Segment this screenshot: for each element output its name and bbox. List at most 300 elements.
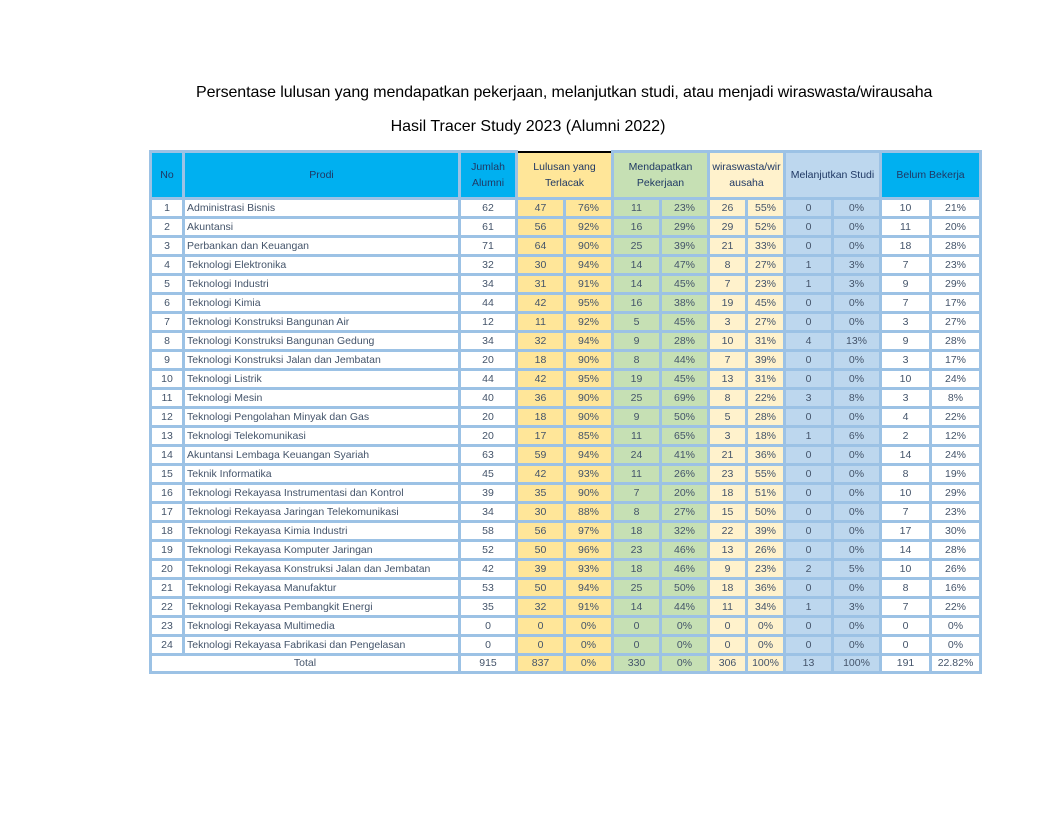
cell-belum-pct: 27% bbox=[931, 313, 981, 332]
cell-kerja: 11 bbox=[613, 465, 661, 484]
cell-prodi: Teknologi Rekayasa Jaringan Telekomunikasi bbox=[184, 503, 460, 522]
cell-studi-pct: 0% bbox=[833, 579, 881, 598]
cell-wira-pct: 0% bbox=[747, 636, 785, 655]
cell-prodi: Perbankan dan Keuangan bbox=[184, 237, 460, 256]
cell-wira-pct: 34% bbox=[747, 598, 785, 617]
cell-kerja: 23 bbox=[613, 541, 661, 560]
total-wira: 306 bbox=[709, 655, 747, 673]
cell-studi-pct: 13% bbox=[833, 332, 881, 351]
cell-studi: 0 bbox=[785, 199, 833, 218]
table-row bbox=[151, 427, 981, 446]
tracer-study-table bbox=[149, 150, 982, 674]
cell-terlacak-pct: 90% bbox=[565, 484, 613, 503]
header-mendapatkan-pekerjaan: Mendapatkan Pekerjaan bbox=[613, 152, 709, 199]
cell-belum: 3 bbox=[881, 351, 931, 370]
cell-prodi: Teknologi Rekayasa Multimedia bbox=[184, 617, 460, 636]
total-studi: 13 bbox=[785, 655, 833, 673]
table-row bbox=[151, 237, 981, 256]
cell-terlacak: 18 bbox=[517, 351, 565, 370]
cell-kerja: 8 bbox=[613, 351, 661, 370]
cell-terlacak-pct: 90% bbox=[565, 351, 613, 370]
cell-belum-pct: 16% bbox=[931, 579, 981, 598]
cell-wira-pct: 23% bbox=[747, 560, 785, 579]
cell-wira: 9 bbox=[709, 560, 747, 579]
cell-studi: 0 bbox=[785, 408, 833, 427]
cell-studi: 1 bbox=[785, 427, 833, 446]
header-wiraswasta: wiraswasta/wirausaha bbox=[709, 152, 785, 199]
cell-kerja: 16 bbox=[613, 294, 661, 313]
cell-kerja: 14 bbox=[613, 275, 661, 294]
cell-kerja: 11 bbox=[613, 427, 661, 446]
cell-kerja-pct: 32% bbox=[661, 522, 709, 541]
cell-no: 20 bbox=[151, 560, 184, 579]
cell-jumlah-alumni: 20 bbox=[460, 408, 517, 427]
cell-prodi: Teknologi Konstruksi Bangunan Air bbox=[184, 313, 460, 332]
cell-terlacak-pct: 0% bbox=[565, 617, 613, 636]
cell-wira-pct: 39% bbox=[747, 351, 785, 370]
cell-prodi: Teknologi Rekayasa Kimia Industri bbox=[184, 522, 460, 541]
cell-wira: 22 bbox=[709, 522, 747, 541]
cell-no: 11 bbox=[151, 389, 184, 408]
cell-studi-pct: 0% bbox=[833, 294, 881, 313]
cell-kerja-pct: 45% bbox=[661, 370, 709, 389]
cell-wira: 21 bbox=[709, 446, 747, 465]
cell-wira: 7 bbox=[709, 275, 747, 294]
cell-kerja-pct: 0% bbox=[661, 617, 709, 636]
cell-kerja-pct: 38% bbox=[661, 294, 709, 313]
cell-kerja: 0 bbox=[613, 617, 661, 636]
cell-terlacak: 0 bbox=[517, 617, 565, 636]
table-row bbox=[151, 218, 981, 237]
table-row bbox=[151, 465, 981, 484]
cell-terlacak-pct: 85% bbox=[565, 427, 613, 446]
table-row bbox=[151, 484, 981, 503]
cell-belum: 0 bbox=[881, 636, 931, 655]
cell-wira-pct: 27% bbox=[747, 313, 785, 332]
cell-studi-pct: 0% bbox=[833, 503, 881, 522]
table-row bbox=[151, 256, 981, 275]
cell-prodi: Administrasi Bisnis bbox=[184, 199, 460, 218]
cell-belum: 17 bbox=[881, 522, 931, 541]
cell-belum-pct: 26% bbox=[931, 560, 981, 579]
total-terlacak-pct: 0% bbox=[565, 655, 613, 673]
cell-studi-pct: 3% bbox=[833, 598, 881, 617]
cell-no: 1 bbox=[151, 199, 184, 218]
report-subtitle: Hasil Tracer Study 2023 (Alumni 2022) bbox=[390, 118, 666, 135]
cell-belum: 10 bbox=[881, 370, 931, 389]
cell-belum: 9 bbox=[881, 332, 931, 351]
cell-belum: 3 bbox=[881, 313, 931, 332]
cell-terlacak: 32 bbox=[517, 332, 565, 351]
cell-belum-pct: 0% bbox=[931, 617, 981, 636]
cell-wira: 18 bbox=[709, 484, 747, 503]
total-kerja: 330 bbox=[613, 655, 661, 673]
cell-belum: 7 bbox=[881, 598, 931, 617]
cell-studi-pct: 0% bbox=[833, 636, 881, 655]
cell-studi: 2 bbox=[785, 560, 833, 579]
cell-terlacak-pct: 90% bbox=[565, 408, 613, 427]
cell-wira: 19 bbox=[709, 294, 747, 313]
cell-prodi: Teknologi Industri bbox=[184, 275, 460, 294]
cell-wira: 3 bbox=[709, 427, 747, 446]
header-prodi: Prodi bbox=[184, 152, 460, 199]
cell-jumlah-alumni: 12 bbox=[460, 313, 517, 332]
cell-kerja-pct: 39% bbox=[661, 237, 709, 256]
cell-prodi: Teknologi Listrik bbox=[184, 370, 460, 389]
cell-studi-pct: 3% bbox=[833, 275, 881, 294]
cell-kerja: 16 bbox=[613, 218, 661, 237]
cell-studi: 0 bbox=[785, 370, 833, 389]
cell-wira-pct: 28% bbox=[747, 408, 785, 427]
cell-belum-pct: 22% bbox=[931, 408, 981, 427]
cell-kerja: 18 bbox=[613, 522, 661, 541]
cell-prodi: Teknologi Elektronika bbox=[184, 256, 460, 275]
cell-belum-pct: 29% bbox=[931, 275, 981, 294]
cell-wira: 21 bbox=[709, 237, 747, 256]
table-row bbox=[151, 579, 981, 598]
cell-no: 22 bbox=[151, 598, 184, 617]
cell-terlacak-pct: 90% bbox=[565, 389, 613, 408]
cell-terlacak-pct: 93% bbox=[565, 560, 613, 579]
cell-studi-pct: 5% bbox=[833, 560, 881, 579]
table-row bbox=[151, 199, 981, 218]
cell-studi: 0 bbox=[785, 522, 833, 541]
table-row bbox=[151, 275, 981, 294]
table-row bbox=[151, 522, 981, 541]
cell-belum-pct: 28% bbox=[931, 332, 981, 351]
total-terlacak: 837 bbox=[517, 655, 565, 673]
header-melanjutkan-studi: Melanjutkan Studi bbox=[785, 152, 881, 199]
table-row bbox=[151, 446, 981, 465]
cell-jumlah-alumni: 39 bbox=[460, 484, 517, 503]
table-row bbox=[151, 560, 981, 579]
cell-wira-pct: 26% bbox=[747, 541, 785, 560]
cell-belum-pct: 21% bbox=[931, 199, 981, 218]
cell-no: 16 bbox=[151, 484, 184, 503]
cell-terlacak: 47 bbox=[517, 199, 565, 218]
cell-kerja: 8 bbox=[613, 503, 661, 522]
table-row bbox=[151, 503, 981, 522]
cell-studi: 1 bbox=[785, 275, 833, 294]
cell-no: 24 bbox=[151, 636, 184, 655]
cell-studi-pct: 0% bbox=[833, 465, 881, 484]
cell-belum: 7 bbox=[881, 294, 931, 313]
cell-terlacak: 42 bbox=[517, 465, 565, 484]
cell-wira: 5 bbox=[709, 408, 747, 427]
cell-belum: 4 bbox=[881, 408, 931, 427]
cell-prodi: Teknologi Kimia bbox=[184, 294, 460, 313]
cell-no: 8 bbox=[151, 332, 184, 351]
cell-wira-pct: 36% bbox=[747, 446, 785, 465]
cell-wira: 18 bbox=[709, 579, 747, 598]
cell-kerja: 11 bbox=[613, 199, 661, 218]
cell-no: 12 bbox=[151, 408, 184, 427]
table-row bbox=[151, 370, 981, 389]
cell-studi-pct: 0% bbox=[833, 446, 881, 465]
table-row bbox=[151, 351, 981, 370]
cell-wira: 13 bbox=[709, 370, 747, 389]
cell-jumlah-alumni: 34 bbox=[460, 275, 517, 294]
cell-prodi: Teknologi Rekayasa Konstruksi Jalan dan Jembatan bbox=[184, 560, 460, 579]
cell-terlacak: 30 bbox=[517, 503, 565, 522]
cell-studi: 0 bbox=[785, 503, 833, 522]
cell-kerja: 14 bbox=[613, 598, 661, 617]
cell-jumlah-alumni: 53 bbox=[460, 579, 517, 598]
total-jumlah: 915 bbox=[460, 655, 517, 673]
cell-belum: 9 bbox=[881, 275, 931, 294]
cell-jumlah-alumni: 34 bbox=[460, 332, 517, 351]
cell-belum-pct: 22% bbox=[931, 598, 981, 617]
cell-no: 21 bbox=[151, 579, 184, 598]
cell-prodi: Teknologi Pengolahan Minyak dan Gas bbox=[184, 408, 460, 427]
cell-studi-pct: 0% bbox=[833, 370, 881, 389]
cell-studi-pct: 6% bbox=[833, 427, 881, 446]
cell-jumlah-alumni: 0 bbox=[460, 617, 517, 636]
cell-kerja-pct: 50% bbox=[661, 579, 709, 598]
cell-studi: 0 bbox=[785, 218, 833, 237]
cell-studi: 0 bbox=[785, 579, 833, 598]
cell-terlacak-pct: 95% bbox=[565, 370, 613, 389]
cell-wira-pct: 18% bbox=[747, 427, 785, 446]
cell-studi-pct: 0% bbox=[833, 199, 881, 218]
cell-wira-pct: 27% bbox=[747, 256, 785, 275]
cell-studi: 0 bbox=[785, 636, 833, 655]
cell-studi: 0 bbox=[785, 313, 833, 332]
cell-belum: 7 bbox=[881, 503, 931, 522]
cell-kerja-pct: 45% bbox=[661, 313, 709, 332]
cell-jumlah-alumni: 63 bbox=[460, 446, 517, 465]
cell-kerja-pct: 65% bbox=[661, 427, 709, 446]
cell-terlacak: 50 bbox=[517, 541, 565, 560]
cell-wira-pct: 50% bbox=[747, 503, 785, 522]
cell-kerja-pct: 50% bbox=[661, 408, 709, 427]
cell-kerja-pct: 28% bbox=[661, 332, 709, 351]
cell-prodi: Teknologi Rekayasa Fabrikasi dan Pengelasan bbox=[184, 636, 460, 655]
cell-prodi: Akuntansi bbox=[184, 218, 460, 237]
cell-belum: 11 bbox=[881, 218, 931, 237]
cell-kerja-pct: 0% bbox=[661, 636, 709, 655]
cell-kerja-pct: 29% bbox=[661, 218, 709, 237]
cell-kerja: 18 bbox=[613, 560, 661, 579]
total-belum: 191 bbox=[881, 655, 931, 673]
cell-wira-pct: 23% bbox=[747, 275, 785, 294]
cell-kerja-pct: 26% bbox=[661, 465, 709, 484]
cell-studi: 0 bbox=[785, 617, 833, 636]
cell-terlacak-pct: 0% bbox=[565, 636, 613, 655]
cell-prodi: Teknologi Mesin bbox=[184, 389, 460, 408]
cell-no: 2 bbox=[151, 218, 184, 237]
cell-terlacak-pct: 97% bbox=[565, 522, 613, 541]
cell-kerja: 25 bbox=[613, 237, 661, 256]
cell-studi: 0 bbox=[785, 541, 833, 560]
cell-terlacak: 31 bbox=[517, 275, 565, 294]
cell-terlacak: 42 bbox=[517, 294, 565, 313]
header-row bbox=[151, 152, 981, 199]
cell-terlacak-pct: 93% bbox=[565, 465, 613, 484]
cell-belum-pct: 17% bbox=[931, 294, 981, 313]
cell-belum: 3 bbox=[881, 389, 931, 408]
cell-prodi: Teknologi Konstruksi Bangunan Gedung bbox=[184, 332, 460, 351]
cell-wira-pct: 52% bbox=[747, 218, 785, 237]
cell-jumlah-alumni: 20 bbox=[460, 427, 517, 446]
cell-terlacak: 11 bbox=[517, 313, 565, 332]
cell-no: 10 bbox=[151, 370, 184, 389]
cell-kerja-pct: 20% bbox=[661, 484, 709, 503]
cell-kerja: 0 bbox=[613, 636, 661, 655]
cell-kerja-pct: 27% bbox=[661, 503, 709, 522]
cell-terlacak: 0 bbox=[517, 636, 565, 655]
cell-no: 5 bbox=[151, 275, 184, 294]
cell-terlacak: 64 bbox=[517, 237, 565, 256]
cell-wira-pct: 36% bbox=[747, 579, 785, 598]
cell-wira: 15 bbox=[709, 503, 747, 522]
cell-kerja-pct: 44% bbox=[661, 351, 709, 370]
cell-wira: 0 bbox=[709, 617, 747, 636]
cell-wira-pct: 22% bbox=[747, 389, 785, 408]
cell-studi: 0 bbox=[785, 351, 833, 370]
cell-belum-pct: 23% bbox=[931, 503, 981, 522]
cell-studi-pct: 3% bbox=[833, 256, 881, 275]
cell-belum-pct: 0% bbox=[931, 636, 981, 655]
cell-wira-pct: 31% bbox=[747, 370, 785, 389]
cell-kerja-pct: 44% bbox=[661, 598, 709, 617]
cell-no: 19 bbox=[151, 541, 184, 560]
cell-kerja: 9 bbox=[613, 332, 661, 351]
cell-jumlah-alumni: 42 bbox=[460, 560, 517, 579]
cell-wira: 11 bbox=[709, 598, 747, 617]
cell-studi: 0 bbox=[785, 484, 833, 503]
cell-belum: 10 bbox=[881, 560, 931, 579]
cell-kerja: 14 bbox=[613, 256, 661, 275]
cell-jumlah-alumni: 40 bbox=[460, 389, 517, 408]
cell-studi: 0 bbox=[785, 446, 833, 465]
header-no: No bbox=[151, 152, 184, 199]
cell-terlacak: 50 bbox=[517, 579, 565, 598]
cell-kerja: 25 bbox=[613, 579, 661, 598]
cell-belum: 18 bbox=[881, 237, 931, 256]
cell-belum-pct: 24% bbox=[931, 370, 981, 389]
cell-jumlah-alumni: 58 bbox=[460, 522, 517, 541]
cell-studi-pct: 0% bbox=[833, 237, 881, 256]
cell-prodi: Teknik Informatika bbox=[184, 465, 460, 484]
cell-studi: 0 bbox=[785, 294, 833, 313]
cell-belum-pct: 17% bbox=[931, 351, 981, 370]
cell-jumlah-alumni: 71 bbox=[460, 237, 517, 256]
cell-kerja: 19 bbox=[613, 370, 661, 389]
header-lulusan-terlacak: Lulusan yang Terlacak bbox=[517, 152, 613, 199]
cell-kerja: 24 bbox=[613, 446, 661, 465]
cell-belum-pct: 30% bbox=[931, 522, 981, 541]
cell-jumlah-alumni: 32 bbox=[460, 256, 517, 275]
cell-belum-pct: 29% bbox=[931, 484, 981, 503]
cell-wira-pct: 55% bbox=[747, 465, 785, 484]
cell-terlacak: 39 bbox=[517, 560, 565, 579]
cell-no: 3 bbox=[151, 237, 184, 256]
cell-jumlah-alumni: 44 bbox=[460, 294, 517, 313]
cell-terlacak-pct: 90% bbox=[565, 237, 613, 256]
cell-studi-pct: 8% bbox=[833, 389, 881, 408]
cell-kerja: 9 bbox=[613, 408, 661, 427]
cell-wira: 26 bbox=[709, 199, 747, 218]
table-row bbox=[151, 598, 981, 617]
cell-wira: 7 bbox=[709, 351, 747, 370]
cell-wira-pct: 0% bbox=[747, 617, 785, 636]
cell-studi: 3 bbox=[785, 389, 833, 408]
cell-prodi: Teknologi Konstruksi Jalan dan Jembatan bbox=[184, 351, 460, 370]
cell-belum-pct: 19% bbox=[931, 465, 981, 484]
cell-studi: 1 bbox=[785, 256, 833, 275]
cell-belum-pct: 20% bbox=[931, 218, 981, 237]
cell-no: 23 bbox=[151, 617, 184, 636]
total-kerja-pct: 0% bbox=[661, 655, 709, 673]
report-title: Persentase lulusan yang mendapatkan pekerjaan, melanjutkan studi, atau menjadi wiraswasta/wirausaha bbox=[196, 84, 933, 101]
cell-no: 4 bbox=[151, 256, 184, 275]
cell-terlacak-pct: 95% bbox=[565, 294, 613, 313]
cell-terlacak-pct: 94% bbox=[565, 579, 613, 598]
cell-wira: 29 bbox=[709, 218, 747, 237]
cell-terlacak: 36 bbox=[517, 389, 565, 408]
cell-terlacak: 42 bbox=[517, 370, 565, 389]
cell-jumlah-alumni: 52 bbox=[460, 541, 517, 560]
cell-jumlah-alumni: 45 bbox=[460, 465, 517, 484]
cell-terlacak: 32 bbox=[517, 598, 565, 617]
cell-no: 7 bbox=[151, 313, 184, 332]
cell-terlacak: 56 bbox=[517, 218, 565, 237]
cell-wira-pct: 45% bbox=[747, 294, 785, 313]
cell-no: 14 bbox=[151, 446, 184, 465]
cell-wira-pct: 33% bbox=[747, 237, 785, 256]
cell-prodi: Teknologi Rekayasa Komputer Jaringan bbox=[184, 541, 460, 560]
table-row bbox=[151, 541, 981, 560]
cell-no: 13 bbox=[151, 427, 184, 446]
cell-prodi: Teknologi Rekayasa Pembangkit Energi bbox=[184, 598, 460, 617]
cell-jumlah-alumni: 20 bbox=[460, 351, 517, 370]
cell-kerja-pct: 46% bbox=[661, 541, 709, 560]
cell-jumlah-alumni: 0 bbox=[460, 636, 517, 655]
cell-wira: 0 bbox=[709, 636, 747, 655]
cell-terlacak: 30 bbox=[517, 256, 565, 275]
total-wira-pct: 100% bbox=[747, 655, 785, 673]
table-row bbox=[151, 617, 981, 636]
cell-studi: 1 bbox=[785, 598, 833, 617]
cell-belum-pct: 24% bbox=[931, 446, 981, 465]
cell-belum-pct: 28% bbox=[931, 237, 981, 256]
table-row bbox=[151, 389, 981, 408]
cell-wira: 3 bbox=[709, 313, 747, 332]
cell-terlacak: 56 bbox=[517, 522, 565, 541]
table-row bbox=[151, 408, 981, 427]
cell-jumlah-alumni: 35 bbox=[460, 598, 517, 617]
cell-terlacak-pct: 92% bbox=[565, 313, 613, 332]
cell-no: 17 bbox=[151, 503, 184, 522]
cell-belum: 0 bbox=[881, 617, 931, 636]
cell-no: 9 bbox=[151, 351, 184, 370]
cell-kerja: 25 bbox=[613, 389, 661, 408]
cell-kerja: 7 bbox=[613, 484, 661, 503]
cell-terlacak: 35 bbox=[517, 484, 565, 503]
cell-studi-pct: 0% bbox=[833, 617, 881, 636]
cell-belum-pct: 8% bbox=[931, 389, 981, 408]
cell-studi-pct: 0% bbox=[833, 541, 881, 560]
cell-wira: 23 bbox=[709, 465, 747, 484]
table-row bbox=[151, 332, 981, 351]
cell-prodi: Teknologi Rekayasa Instrumentasi dan Kontrol bbox=[184, 484, 460, 503]
cell-studi-pct: 0% bbox=[833, 484, 881, 503]
total-studi-pct: 100% bbox=[833, 655, 881, 673]
total-row bbox=[151, 655, 981, 673]
cell-no: 6 bbox=[151, 294, 184, 313]
cell-kerja-pct: 45% bbox=[661, 275, 709, 294]
